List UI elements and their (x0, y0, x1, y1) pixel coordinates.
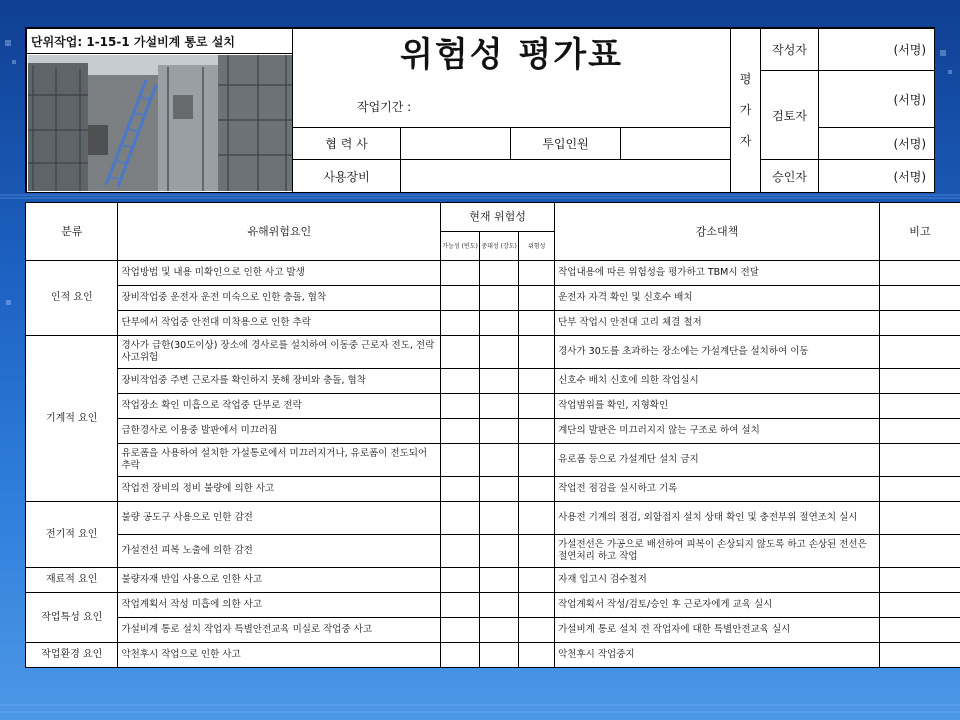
risk-cell[interactable] (519, 419, 555, 444)
risk-cell[interactable] (519, 336, 555, 369)
header-risk: 위험성 (519, 232, 555, 261)
risk-cell[interactable] (519, 618, 555, 643)
title-cell (293, 29, 731, 128)
remarks-cell[interactable] (879, 618, 960, 643)
likelihood-cell[interactable] (441, 444, 480, 477)
table-row (26, 419, 960, 444)
hazard-cell: 경사가 급한(30도이상) 장소에 경사로를 설치하여 이동중 근로자 전도, 전락사고위험 (118, 336, 441, 369)
measure-cell: 가설전선은 가공으로 배선하여 피복이 손상되지 않도록 하고 손상된 전선은 절연처리 하고 작업 (555, 535, 880, 568)
hazard-cell: 작업계획서 작성 미흡에 의한 사고 (118, 593, 441, 618)
equipment-label: 사용장비 (293, 160, 401, 193)
remarks-cell[interactable] (879, 311, 960, 336)
measure-cell: 사용전 기계의 점검, 외함접지 설치 상태 확인 및 충전부위 절연조치 실시 (555, 502, 880, 535)
reviewer-sign-2: (서명) (819, 128, 935, 160)
risk-cell[interactable] (519, 311, 555, 336)
risk-table-body (26, 261, 960, 668)
table-row (26, 311, 960, 336)
likelihood-cell[interactable] (441, 286, 480, 311)
severity-cell[interactable] (480, 593, 519, 618)
severity-cell[interactable] (480, 286, 519, 311)
risk-cell[interactable] (519, 444, 555, 477)
category-cell: 작업환경 요인 (26, 643, 118, 668)
severity-cell[interactable] (480, 502, 519, 535)
severity-cell[interactable] (480, 311, 519, 336)
severity-cell[interactable] (480, 261, 519, 286)
likelihood-cell[interactable] (441, 618, 480, 643)
header-sheet (25, 27, 935, 193)
category-cell: 재료적 요인 (26, 568, 118, 593)
approver-sign: (서명) (819, 160, 935, 193)
severity-cell[interactable] (480, 568, 519, 593)
table-row (26, 477, 960, 502)
likelihood-cell[interactable] (441, 311, 480, 336)
measure-cell: 계단의 발판은 미끄러지지 않는 구조로 하여 설치 (555, 419, 880, 444)
table-row (26, 643, 960, 668)
remarks-cell[interactable] (879, 502, 960, 535)
table-row (26, 593, 960, 618)
remarks-cell[interactable] (879, 336, 960, 369)
reviewer-sign-1: (서명) (819, 71, 935, 128)
table-row (26, 444, 960, 477)
measure-cell: 가설비계 통로 설치 전 작업자에 대한 특별안전교육 실시 (555, 618, 880, 643)
measure-cell: 경사가 30도를 초과하는 장소에는 가설계단을 설치하여 이동 (555, 336, 880, 369)
likelihood-cell[interactable] (441, 261, 480, 286)
risk-cell[interactable] (519, 369, 555, 394)
approver-label: 승인자 (761, 160, 819, 193)
writer-label: 작성자 (761, 29, 819, 71)
header-category: 분류 (26, 203, 118, 261)
hazard-cell: 장비작업중 운전자 운전 미숙으로 인한 충돌, 협착 (118, 286, 441, 311)
header-hazard: 유해위험요인 (118, 203, 441, 261)
table-row (26, 369, 960, 394)
header-current-risk: 현재 위험성 (441, 203, 555, 232)
hazard-cell: 단부에서 작업중 안전대 미착용으로 인한 추락 (118, 311, 441, 336)
measure-cell: 작업내용에 따른 위험성을 평가하고 TBM시 전달 (555, 261, 880, 286)
hazard-cell: 장비작업중 주변 근로자를 확인하지 못해 장비와 충돌, 협착 (118, 369, 441, 394)
measure-cell: 단부 작업시 안전대 고리 체결 철저 (555, 311, 880, 336)
remarks-cell[interactable] (879, 444, 960, 477)
remarks-cell[interactable] (879, 593, 960, 618)
equipment-value[interactable] (401, 160, 731, 193)
likelihood-cell[interactable] (441, 369, 480, 394)
likelihood-cell[interactable] (441, 502, 480, 535)
severity-cell[interactable] (480, 419, 519, 444)
remarks-cell[interactable] (879, 568, 960, 593)
likelihood-cell[interactable] (441, 535, 480, 568)
measure-cell: 운전자 자격 확인 및 신호수 배치 (555, 286, 880, 311)
remarks-cell[interactable] (879, 419, 960, 444)
category-cell: 인적 요인 (26, 261, 118, 336)
risk-cell[interactable] (519, 286, 555, 311)
risk-cell[interactable] (519, 593, 555, 618)
severity-cell[interactable] (480, 336, 519, 369)
remarks-cell[interactable] (879, 369, 960, 394)
measure-cell: 작업전 점검을 실시하고 기록 (555, 477, 880, 502)
likelihood-cell[interactable] (441, 336, 480, 369)
hazard-cell: 불량 공도구 사용으로 인한 감전 (118, 502, 441, 535)
partner-value[interactable] (401, 128, 511, 160)
manpower-value[interactable] (621, 128, 731, 160)
likelihood-cell[interactable] (441, 477, 480, 502)
table-row (26, 336, 960, 369)
work-period-label: 작업기간 : (357, 100, 412, 114)
remarks-cell[interactable] (879, 286, 960, 311)
category-cell: 기계적 요인 (26, 336, 118, 502)
remarks-cell[interactable] (879, 643, 960, 668)
measure-cell: 유로폼 등으로 가설계단 설치 금지 (555, 444, 880, 477)
severity-cell[interactable] (480, 618, 519, 643)
risk-table (25, 202, 960, 668)
header-measures: 감소대책 (555, 203, 880, 261)
category-cell: 전기적 요인 (26, 502, 118, 568)
risk-cell[interactable] (519, 568, 555, 593)
table-row (26, 568, 960, 593)
severity-cell[interactable] (480, 643, 519, 668)
hazard-cell: 유로폼을 사용하여 설치한 가설통로에서 미끄러지거나, 유로폼이 전도되어 추락 (118, 444, 441, 477)
measure-cell: 악천후시 작업중지 (555, 643, 880, 668)
severity-cell[interactable] (480, 535, 519, 568)
risk-cell[interactable] (519, 535, 555, 568)
table-row (26, 535, 960, 568)
risk-cell[interactable] (519, 477, 555, 502)
hazard-cell: 불량자재 반입 사용으로 인한 사고 (118, 568, 441, 593)
severity-cell[interactable] (480, 369, 519, 394)
table-row (26, 261, 960, 286)
measure-cell: 신호수 배치 신호에 의한 작업실시 (555, 369, 880, 394)
header-remarks: 비고 (879, 203, 960, 261)
likelihood-cell[interactable] (441, 394, 480, 419)
measure-cell: 자재 입고시 검수철저 (555, 568, 880, 593)
hazard-cell: 작업방법 및 내용 미확인으로 인한 사고 발생 (118, 261, 441, 286)
scaffold-photo-image (28, 55, 292, 191)
risk-table-sheet (25, 202, 960, 690)
table-row (26, 394, 960, 419)
remarks-cell[interactable] (879, 261, 960, 286)
table-row (26, 502, 960, 535)
remarks-cell[interactable] (879, 477, 960, 502)
header-likelihood: 가능성 (빈도) (441, 232, 480, 261)
remarks-cell[interactable] (879, 535, 960, 568)
category-cell: 작업특성 요인 (26, 593, 118, 643)
risk-cell[interactable] (519, 394, 555, 419)
table-row (26, 618, 960, 643)
hazard-cell: 작업전 장비의 정비 불량에 의한 사고 (118, 477, 441, 502)
hazard-cell: 가설전선 피복 노출에 의한 감전 (118, 535, 441, 568)
unit-work-title: 단위작업: 1-15-1 가설비계 통로 설치 (27, 29, 293, 54)
severity-cell[interactable] (480, 477, 519, 502)
risk-cell[interactable] (519, 643, 555, 668)
writer-sign: (서명) (819, 29, 935, 71)
likelihood-cell[interactable] (441, 643, 480, 668)
table-row (26, 286, 960, 311)
remarks-cell[interactable] (879, 394, 960, 419)
severity-cell[interactable] (480, 444, 519, 477)
header-severity: 중대성 (강도) (480, 232, 519, 261)
likelihood-cell[interactable] (441, 419, 480, 444)
hazard-cell: 가설비계 통로 설치 작업자 특별안전교육 미실로 작업중 사고 (118, 618, 441, 643)
risk-cell[interactable] (519, 261, 555, 286)
measure-cell: 작업범위를 확인, 지형확인 (555, 394, 880, 419)
hazard-cell: 악천후시 작업으로 인한 사고 (118, 643, 441, 668)
severity-cell[interactable] (480, 394, 519, 419)
partner-label: 협 력 사 (293, 128, 401, 160)
site-photo (27, 54, 293, 193)
evaluator-label: 평 가 자 (731, 29, 761, 193)
page-title: 위험성 평가표 (400, 35, 623, 75)
measure-cell: 작업계획서 작성/검토/승인 후 근로자에게 교육 실시 (555, 593, 880, 618)
manpower-label: 투입인원 (511, 128, 621, 160)
hazard-cell: 작업장소 확인 미흡으로 작업중 단부로 전락 (118, 394, 441, 419)
risk-cell[interactable] (519, 502, 555, 535)
hazard-cell: 급한경사로 이용중 발판에서 미끄러짐 (118, 419, 441, 444)
reviewer-label: 검토자 (761, 71, 819, 160)
likelihood-cell[interactable] (441, 568, 480, 593)
likelihood-cell[interactable] (441, 593, 480, 618)
